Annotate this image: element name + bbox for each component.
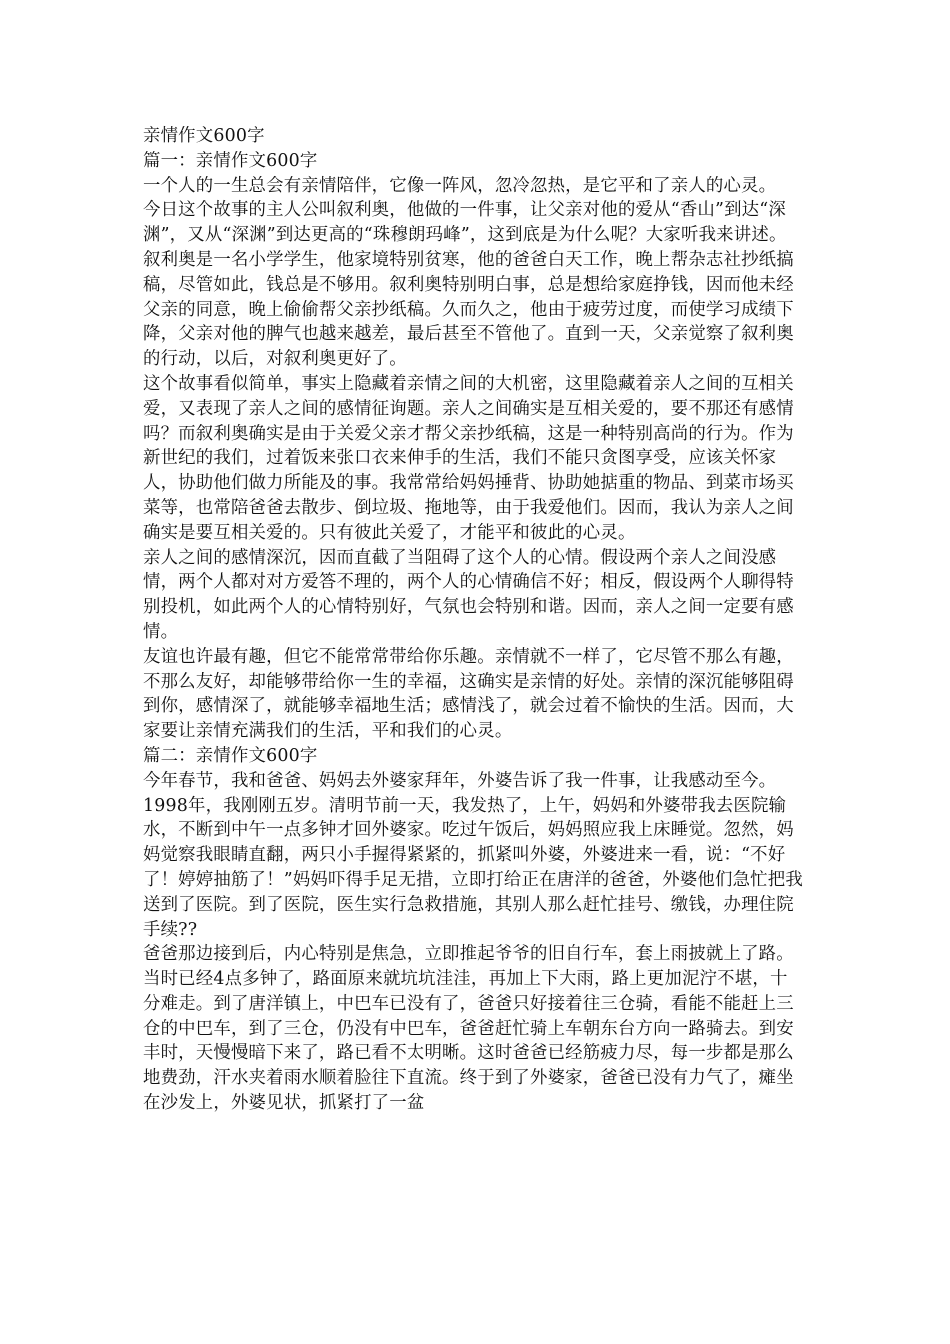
paragraph: 友谊也许最有趣，但它不能常常带给你乐趣。亲情就不一样了，它尽管不那么有趣，不那么友好，却能够带给你一生的幸福，这确实是亲情的好处。亲情的深沉能够阻碍到你，感情深了，就能够幸福地生活；感情浅了，就会过着不愉快的生活。因而，大家要让亲情充满我们的生活，平和我们的心灵。	[143, 646, 794, 742]
paragraph: 这个故事看似简单，事实上隐藏着亲情之间的大机密，这里隐藏着亲人之间的互相关爱，又表现了亲人之间的感情征询题。亲人之间确实是互相关爱的，要不那还有感情吗？而叙利奥确实是由于关爱父亲才帮父亲抄纸稿，这是一种特别高尚的行为。作为新世纪的我们，过着饭来张口衣来伸手的生活，我们不能只贪图享受，应该关怀家人，协助他们做力所能及的事。我常常给妈妈捶背、协助她掂重的物品、到菜市场买菜等，也常陪爸爸去散步、倒垃圾、拖地等，由于我爱他们。因而，我认为亲人之间确实是要互相关爱的。只有彼此关爱了，才能平和彼此的心灵。	[143, 373, 794, 543]
section-heading-1: 篇一：亲情作文600字	[143, 150, 318, 171]
paragraph: 爸爸那边接到后，内心特别是焦急，立即推起爷爷的旧自行车，套上雨披就上了路。当时已经4点多钟了，路面原来就坑坑洼洼，再加上下大雨，路上更加泥泞不堪，十分难走。到了唐洋镇上，中巴车已没有了，爸爸只好接着往三仓骑，看能不能赶上三仓的中巴车，到了三仓，仍没有中巴车，爸爸赶忙骑上车朝东台方向一路骑去。到安丰时，天慢慢暗下来了，路已看不太明晰。这时爸爸已经筋疲力尽，每一步都是那么地费劲，汗水夹着雨水顺着脸往下直流。终于到了外婆家，爸爸已没有力气了，瘫坐在沙发上，外婆见状，抓紧打了一盆	[143, 944, 794, 1114]
section-heading-2: 篇二：亲情作文600字	[143, 745, 318, 766]
document-page	[143, 124, 803, 1116]
paragraph: 叙利奥是一名小学学生，他家境特别贫寒，他的爸爸白天工作，晚上帮杂志社抄纸搞稿，尽管如此，钱总是不够用。叙利奥特别明白事，总是想给家庭挣钱，因而他未经父亲的同意，晚上偷偷帮父亲抄纸稿。久而久之，他由于疲劳过度，而使学习成绩下降，父亲对他的脾气也越来越差，最后甚至不管他了。直到一天，父亲觉察了叙利奥的行动，以后，对叙利奥更好了。	[143, 249, 794, 370]
paragraph: 今日这个故事的主人公叫叙利奥，他做的一件事，让父亲对他的爱从“香山”到达“深渊”，又从“深渊”到达更高的“珠穆朗玛峰”，这到底是为什么呢？大家听我来讲述。	[143, 200, 787, 246]
document-title: 亲情作文600字	[143, 126, 265, 146]
paragraph: 一个人的一生总会有亲情陪伴，它像一阵风，忽冷忽热，是它平和了亲人的心灵。	[143, 175, 777, 196]
paragraph: 1998年，我刚刚五岁。清明节前一天，我发热了，上午，妈妈和外婆带我去医院输水，不断到中午一点多钟才回外婆家。吃过午饭后，妈妈照应我上床睡觉。忽然，妈妈觉察我眼睛直翻，两只小手握得紧紧的，抓紧叫外婆，外婆进来一看，说：“不好了！婷婷抽筋了！”妈妈吓得手足无措，立即打给正在唐洋的爸爸，外婆他们急忙把我送到了医院。到了医院，医生实行急救措施，其别人那么赶忙挂号、缴钱，办理住院手续??	[143, 795, 803, 940]
paragraph: 亲人之间的感情深沉，因而直截了当阻碍了这个人的心情。假设两个亲人之间没感情，两个人都对对方爱答不理的，两个人的心情确信不好；相反，假设两个人聊得特别投机，如此两个人的心情特别好，气氛也会特别和谐。因而，亲人之间一定要有感情。	[143, 547, 794, 642]
paragraph: 今年春节，我和爸爸、妈妈去外婆家拜年，外婆告诉了我一件事，让我感动至今。	[143, 770, 777, 791]
